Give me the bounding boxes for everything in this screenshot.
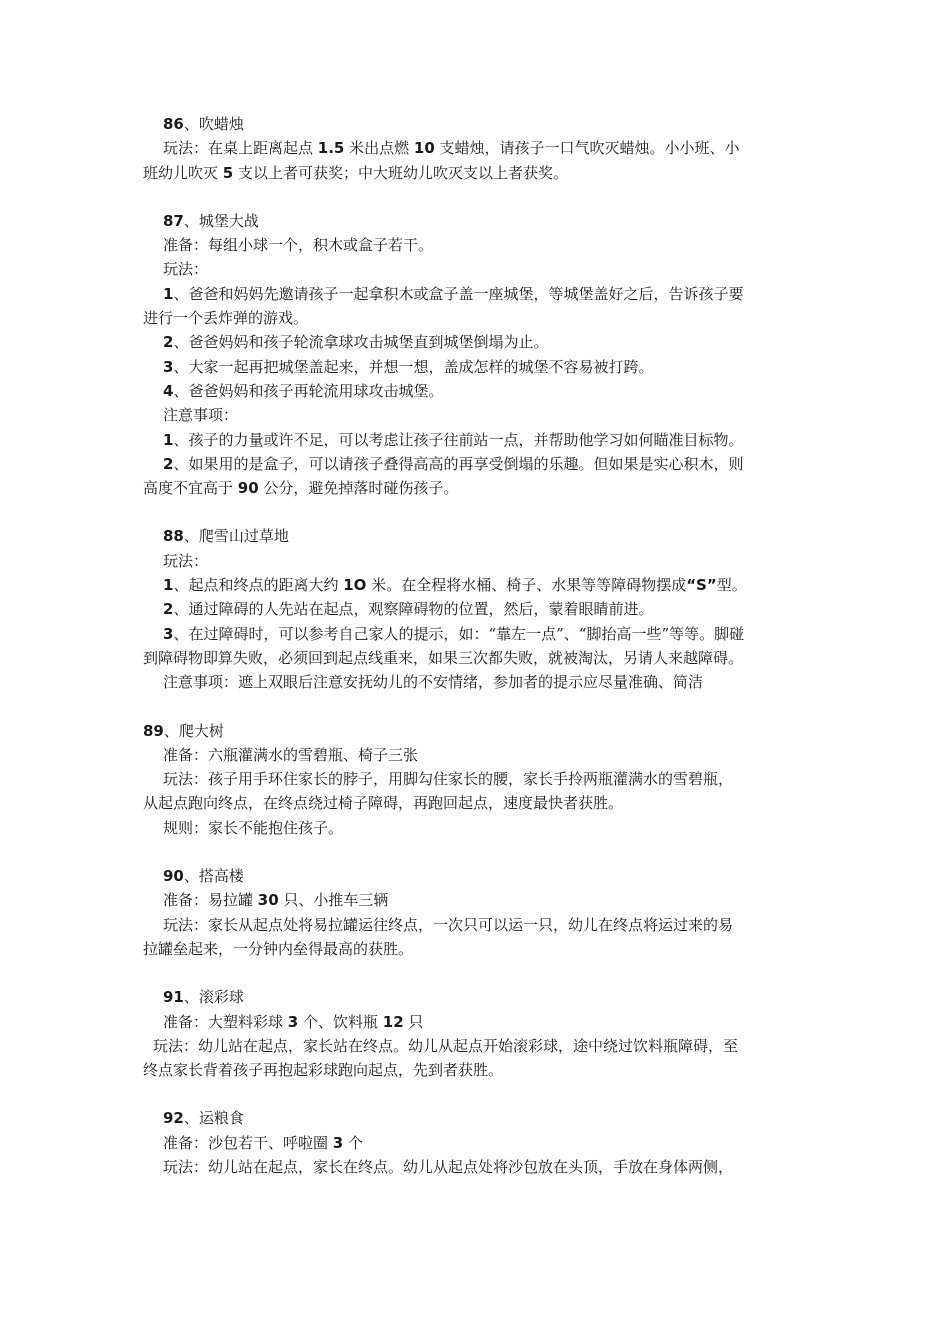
paragraph-line: 玩法：家长从起点处将易拉罐运往终点，一次只可以运一只，幼儿在终点将运过来的易 — [163, 915, 734, 934]
section-86 — [143, 112, 811, 185]
paragraph-line: 玩法： — [163, 551, 209, 570]
section-title: 、吹蜡烛 — [183, 115, 244, 133]
section-title: 、城堡大战 — [183, 211, 259, 230]
section-number: 87 — [163, 211, 184, 230]
section-heading — [143, 985, 811, 1009]
section-title: 、滚彩球 — [183, 988, 244, 1007]
section-89 — [143, 719, 811, 840]
paragraph-line: 玩法：幼儿站在起点，家长在终点。幼儿从起点处将沙包放在头顶，手放在身体两侧， — [163, 1157, 734, 1176]
section-90 — [143, 864, 811, 961]
paragraph-line: 准备：易拉罐 30 只、小推车三辆 — [163, 891, 389, 910]
paragraph-line: 2、通过障碍的人先站在起点，观察障碍物的位置，然后，蒙着眼睛前进。 — [163, 600, 654, 619]
paragraph-line: 高度不宜高于 90 公分，避免掉落时碰伤孩子。 — [143, 479, 459, 498]
section-87 — [143, 209, 811, 501]
paragraph-line: 准备：六瓶灌满水的雪碧瓶、椅子三张 — [163, 745, 419, 764]
paragraph-line: 班幼儿吹灭 5 支以上者可获奖；中大班幼儿吹灭支以上者获奖。 — [143, 163, 568, 182]
section-title: 、爬雪山过草地 — [183, 527, 289, 546]
section-title: 、爬大树 — [163, 721, 224, 740]
paragraph-line: 4、爸爸妈妈和孩子再轮流用球攻击城堡。 — [163, 381, 444, 400]
paragraph-line: 规则：家长不能抱住孩子。 — [163, 818, 344, 837]
section-title: 、运粮食 — [183, 1109, 244, 1128]
document-page — [143, 112, 811, 1203]
section-heading — [143, 524, 811, 548]
section-heading — [143, 864, 811, 888]
paragraph-line: 玩法：在桌上距离起点 1.5 米出点燃 10 支蜡烛，请孩子一口气吹灭蜡烛。小小班、小 — [163, 139, 740, 158]
section-title: 、搭高楼 — [183, 867, 244, 886]
section-heading — [143, 112, 811, 136]
section-number: 92 — [163, 1109, 184, 1128]
paragraph-line: 2、如果用的是盒子，可以请孩子叠得高高的再享受倒塌的乐趣。但如果是实心积木，则 — [163, 454, 744, 473]
paragraph-line: 拉罐垒起来，一分钟内垒得最高的获胜。 — [143, 939, 414, 958]
section-heading — [143, 719, 811, 743]
paragraph-line: 注意事项： — [163, 406, 239, 425]
section-number: 90 — [163, 867, 184, 886]
section-number: 88 — [163, 527, 184, 546]
paragraph-line: 2、爸爸妈妈和孩子轮流拿球攻击城堡直到城堡倒塌为止。 — [163, 333, 549, 352]
paragraph-line: 准备：沙包若干、呼啦圈 3 个 — [163, 1133, 363, 1152]
section-number: 86 — [163, 115, 184, 133]
paragraph-line: 进行一个丢炸弹的游戏。 — [143, 309, 309, 328]
paragraph-line: 玩法： — [163, 260, 209, 279]
paragraph-line: 3、在过障碍时，可以参考自己家人的提示，如：“靠左一点”、“脚抬高一些”等等。脚碰 — [163, 624, 745, 643]
paragraph-line: 玩法：幼儿站在起点，家长站在终点。幼儿从起点开始滚彩球，途中绕过饮料瓶障碍，至 — [153, 1036, 739, 1055]
section-number: 91 — [163, 988, 184, 1007]
paragraph-line: 终点家长背着孩子再抱起彩球跑向起点，先到者获胜。 — [143, 1061, 504, 1080]
paragraph-line: 准备：每组小球一个，积木或盒子若干。 — [163, 236, 434, 255]
section-heading — [143, 1106, 811, 1130]
section-number: 89 — [143, 721, 164, 740]
paragraph-line: 3、大家一起再把城堡盖起来，并想一想，盖成怎样的城堡不容易被打跨。 — [163, 357, 654, 376]
paragraph-line: 1、孩子的力量或许不足，可以考虑让孩子往前站一点，并帮助他学习如何瞄准目标物。 — [163, 430, 744, 449]
paragraph-line: 从起点跑向终点，在终点绕过椅子障碍，再跑回起点，速度最快者获胜。 — [143, 794, 624, 813]
section-91 — [143, 985, 811, 1082]
paragraph-line: 1、爸爸和妈妈先邀请孩子一起拿积木或盒子盖一座城堡，等城堡盖好之后，告诉孩子要 — [163, 284, 744, 303]
paragraph-line: 1、起点和终点的距离大约 1O 米。在全程将水桶、椅子、水果等等障碍物摆成“S”型。 — [163, 576, 747, 595]
section-88 — [143, 524, 811, 694]
section-92 — [143, 1106, 811, 1179]
paragraph-line: 准备：大塑料彩球 3 个、饮料瓶 12 只 — [163, 1012, 424, 1031]
paragraph-line: 玩法：孩子用手环住家长的脖子，用脚勾住家长的腰，家长手拎两瓶灌满水的雪碧瓶， — [163, 770, 734, 789]
section-heading — [143, 209, 811, 233]
paragraph-line: 到障碍物即算失败，必须回到起点线重来，如果三次都失败，就被淘汰，另请人来越障碍。 — [143, 648, 744, 667]
paragraph-line: 注意事项：遮上双眼后注意安抚幼儿的不安情绪，参加者的提示应尽量准确、简洁 — [163, 673, 704, 692]
